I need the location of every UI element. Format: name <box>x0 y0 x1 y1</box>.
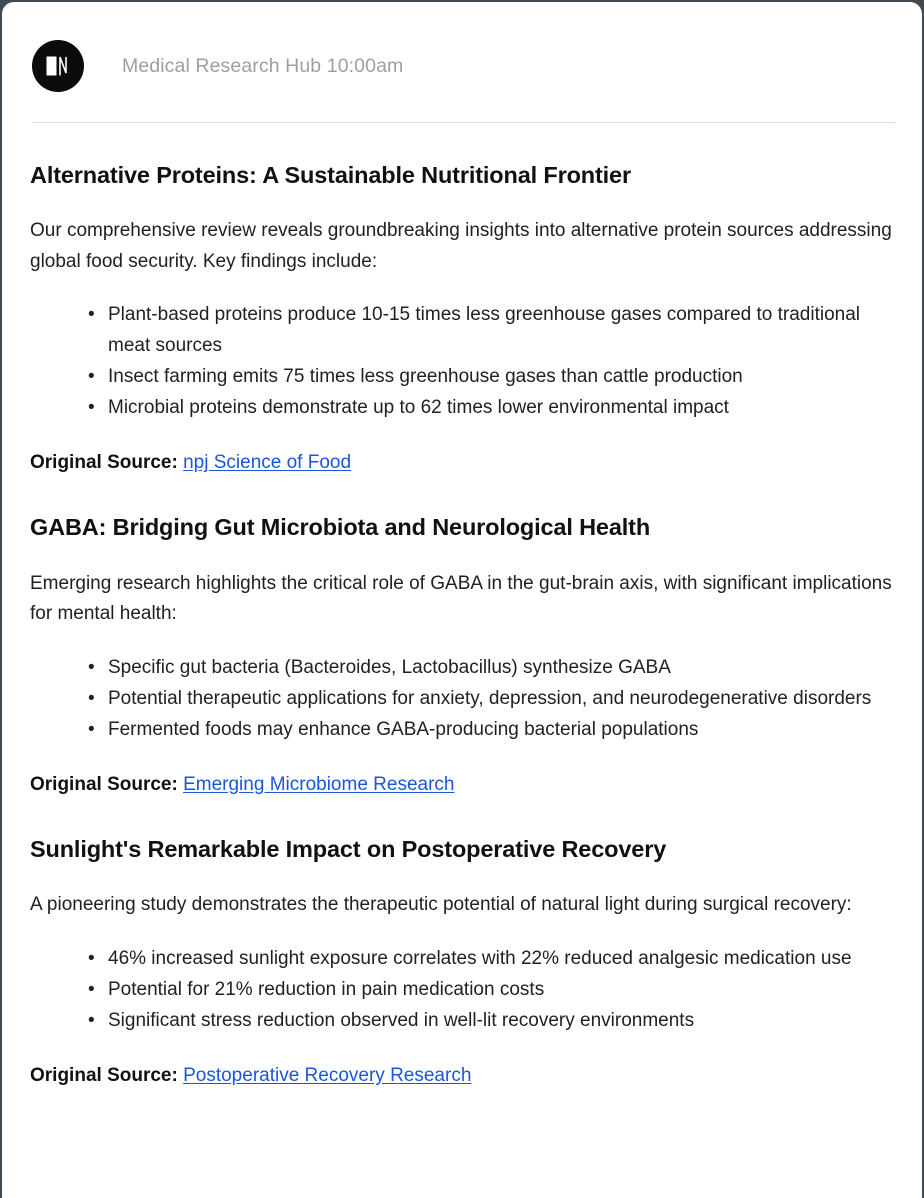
source-label: Original Source: <box>30 1064 178 1086</box>
sender-avatar[interactable] <box>32 40 84 92</box>
section-gaba-gut-microbiota <box>30 513 894 798</box>
list-item: • Microbial proteins demonstrate up to 62 times lower environmental impact <box>88 392 894 423</box>
list-item: • Insect farming emits 75 times less greenhouse gases than cattle production <box>88 361 894 392</box>
list-item: • 46% increased sunlight exposure correlates with 22% reduced analgesic medication use <box>88 943 894 974</box>
source-line <box>30 449 894 477</box>
source-label: Original Source: <box>30 773 178 795</box>
findings-list <box>30 943 894 1036</box>
section-alternative-proteins <box>30 161 894 477</box>
findings-list <box>30 299 894 423</box>
source-link[interactable]: npj Science of Food <box>183 452 352 474</box>
section-title: GABA: Bridging Gut Microbiota and Neurological Health <box>30 514 651 541</box>
section-intro: A pioneering study demonstrates the therapeutic potential of natural light during surgical recovery: <box>30 894 852 916</box>
source-label: Original Source: <box>30 452 178 474</box>
section-intro: Emerging research highlights the critical role of GABA in the gut-brain axis, with significant implications for mental health: <box>30 572 892 625</box>
list-item: • Specific gut bacteria (Bacteroides, Lactobacillus) synthesize GABA <box>88 652 894 683</box>
list-item: • Plant-based proteins produce 10-15 times less greenhouse gases compared to traditional meat sources <box>88 299 894 361</box>
list-item: • Potential for 21% reduction in pain medication costs <box>88 974 894 1005</box>
section-title: Alternative Proteins: A Sustainable Nutritional Frontier <box>30 162 631 188</box>
section-title: Sunlight's Remarkable Impact on Postoperative Recovery <box>30 835 667 862</box>
message-header <box>30 2 894 96</box>
list-item: • Potential therapeutic applications for anxiety, depression, and neurodegenerative disorders <box>88 683 894 714</box>
source-line <box>30 1062 894 1090</box>
newsletter-body <box>30 123 894 1090</box>
medical-newsletter-logo-icon <box>43 51 73 81</box>
list-item: • Significant stress reduction observed in well-lit recovery environments <box>88 1005 894 1036</box>
source-link[interactable]: Postoperative Recovery Research <box>183 1064 472 1086</box>
source-link[interactable]: Emerging Microbiome Research <box>183 773 455 795</box>
findings-list <box>30 652 894 745</box>
section-sunlight-postoperative-recovery <box>30 835 894 1090</box>
sender-name-and-time: Medical Research Hub 10:00am <box>122 54 404 77</box>
email-message-card <box>2 2 922 1198</box>
source-line <box>30 771 894 799</box>
list-item: • Fermented foods may enhance GABA-producing bacterial populations <box>88 714 894 745</box>
section-intro: Our comprehensive review reveals groundbreaking insights into alternative protein sources addressing global food security. Key findings include: <box>30 220 892 272</box>
